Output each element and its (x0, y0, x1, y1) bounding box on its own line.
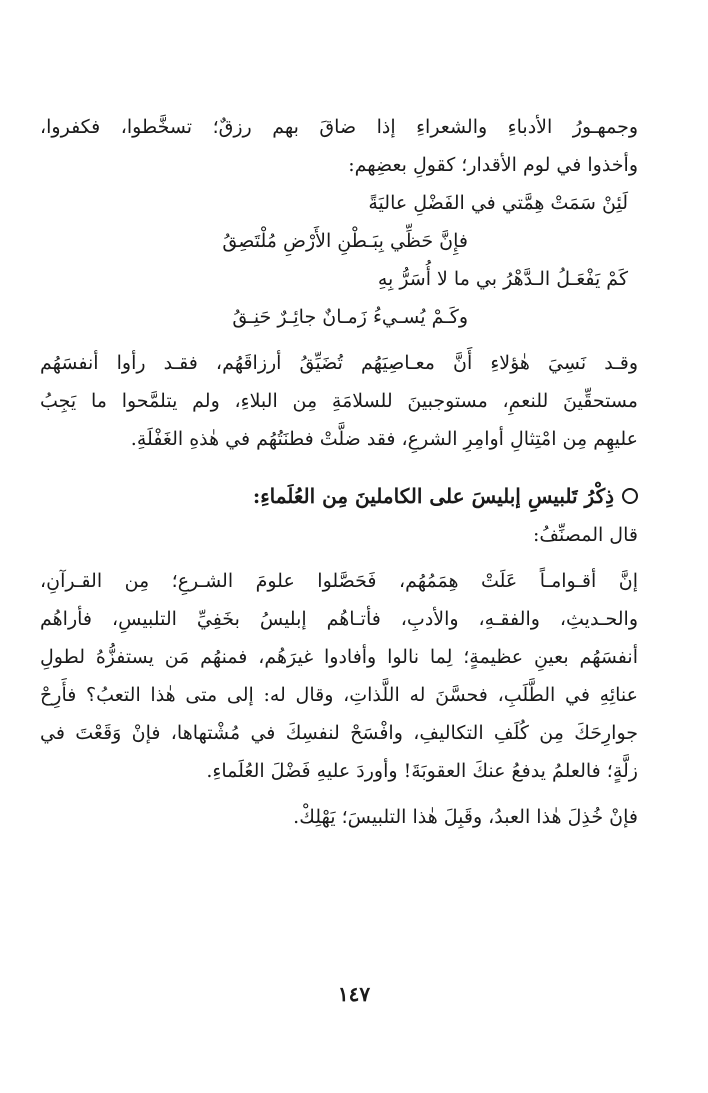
text-line: وجمهـورُ الأدباءِ والشعراءِ إذا ضاقَ بهم رزقٌ؛ تسخَّطوا، فكفروا، (40, 116, 638, 138)
paragraph-forgetting-sins (40, 344, 638, 458)
paragraph-scholars (40, 562, 638, 790)
poem (40, 184, 638, 336)
paragraph-conclusion: فإنْ خُذِلَ هٰذا العبدُ، وقَبِلَ هٰذا التلبيسَ؛ يَهْلِكْ. (293, 806, 638, 828)
text-line: وقـد نَسِيَ هٰؤلاءِ أَنَّ معـاصِيَهُم تُضَيِّقُ أرزاقَهُم، فقـد رأوا أنفسَهُم (40, 352, 638, 374)
paragraph-rebuke-of-poets (40, 108, 638, 184)
poem-verse: لَئِنْ سَمَتْ هِمَّتي في الفَضْلِ عاليَةً (368, 192, 628, 214)
page-body (40, 108, 638, 836)
text-line: جوارِحَكَ مِن كُلَفِ التكاليفِ، وافْسَحْ لنفسِكَ في مُشْتهاها، فإنْ وَقَعْتَ في (40, 722, 638, 744)
text-line: والحـديثِ، والفقـهِ، والأدبِ، فأتـاهُم إبليسُ بخَفِيِّ التلبيسِ، فأراهُم (40, 608, 638, 630)
text-line: أنفسَهُم بعينِ عظيمةٍ؛ لِما نالوا وأفادوا غيرَهُم، فمنهُم مَن يستفزُّهُ لطولِ (40, 646, 638, 668)
text-line: زلَّةٍ؛ فالعلمُ يدفعُ عنكَ العقوبَةَ! وأوردَ عليهِ فَضْلَ العُلَماءِ. (206, 760, 638, 782)
text-line: وأخذوا في لوم الأقدار؛ كقولِ بعضِهم: (348, 154, 638, 176)
section-heading (40, 476, 638, 516)
text-line: مستحقِّينَ للنعمِ، مستوجبينَ للسلامَةِ مِن البلاءِ، ولم يتلمَّحوا ما يَجِبُ (40, 390, 638, 412)
section-heading-text: ذِكْرُ تَلبيسِ إبليسَ على الكاملينَ مِن العُلَماءِ: (252, 484, 614, 508)
author-label: قال المصنِّفُ: (532, 524, 638, 546)
circle-bullet-icon (622, 488, 638, 504)
poem-verse: وكَـمْ يُسـيءُ زَمـانٌ جائِـرٌ حَنِـقُ (232, 306, 468, 328)
text-line: عليهِم مِن امْتِثالِ أوامِرِ الشرعِ، فقد ضلَّتْ فطنَتُهُم في هٰذهِ الغَفْلَةِ. (130, 428, 638, 450)
text-line: عنائِهِ في الطَّلَبِ، فحسَّنَ له اللَّذاتِ، وقال له: إلى متى هٰذا التعبُ؟ فأَرِحْ (40, 684, 638, 706)
poem-verse: كَمْ يَفْعَـلُ الـدَّهْرُ بي ما لا أُسَرُّ بِهِ (377, 268, 628, 290)
poem-verse: فإِنَّ حَظِّي بِبَـطْنِ الأَرْضِ مُلْتَصِقُ (222, 230, 468, 252)
text-line: إنَّ أقـوامـاً عَلَتْ هِمَمُهُم، فَحَصَّلوا علومَ الشـرعِ؛ مِن القـرآنِ، (40, 570, 638, 592)
page-number: ١٤٧ (337, 982, 371, 1006)
